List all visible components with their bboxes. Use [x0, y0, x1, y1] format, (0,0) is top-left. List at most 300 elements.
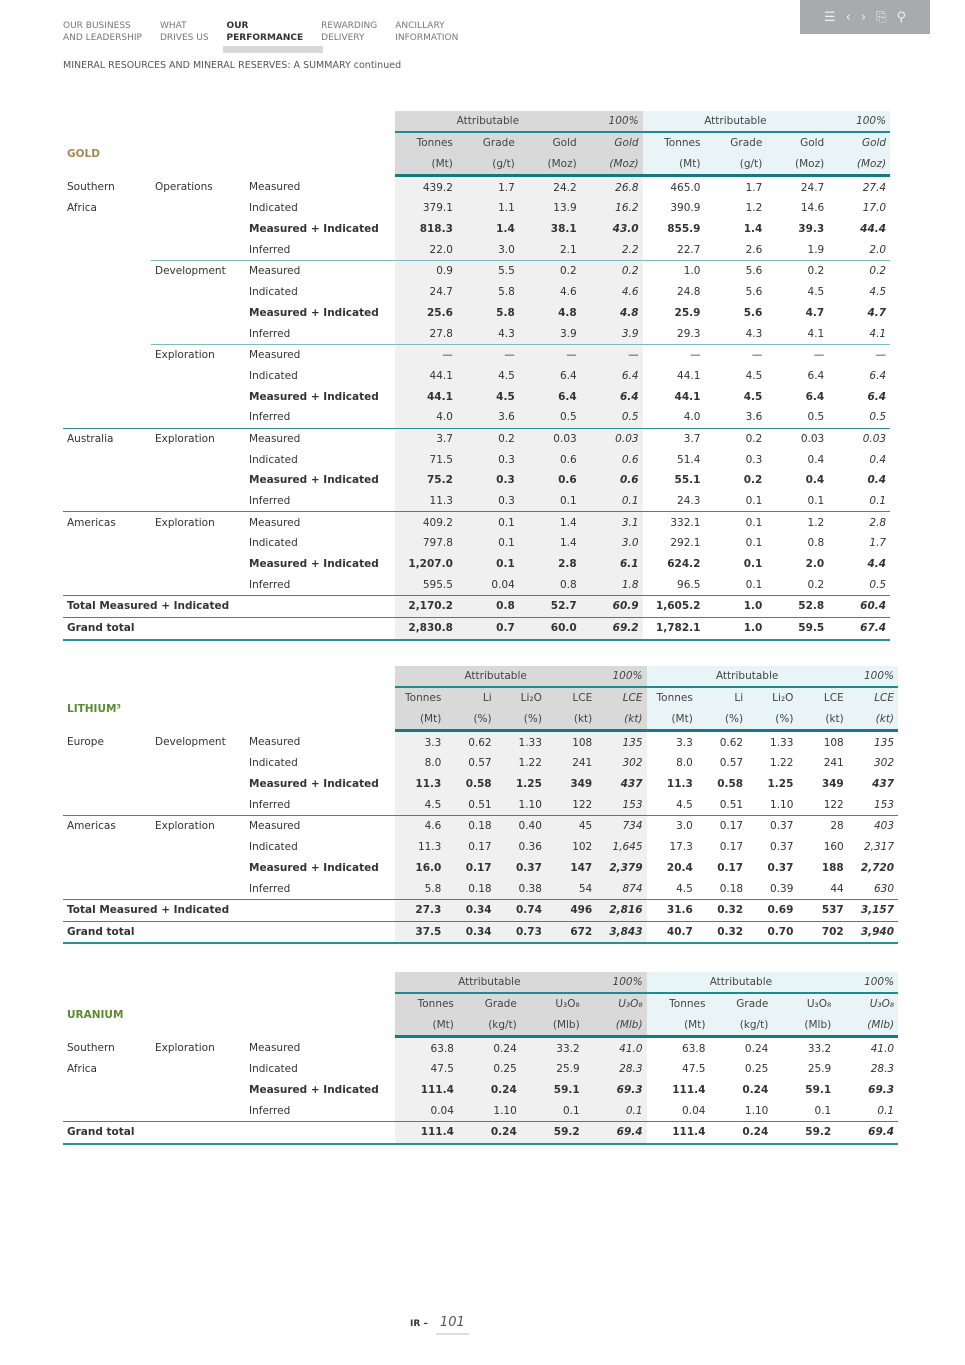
value-cell: 0.2	[457, 428, 519, 449]
value-cell: 302	[596, 753, 646, 774]
value-cell: 0.1	[521, 1100, 584, 1121]
value-cell: 63.8	[682, 1042, 706, 1055]
value-cell: 16.2	[581, 198, 643, 219]
value-cell: 28.3	[870, 1063, 895, 1076]
region-label: Europe	[67, 735, 104, 748]
value-cell: 0.1	[745, 578, 763, 591]
table-row	[63, 239, 890, 260]
column-header: (Moz)	[519, 154, 581, 176]
value-cell: 0.1	[743, 558, 763, 571]
classification-label: Indicated	[249, 757, 298, 770]
region-label	[63, 219, 151, 240]
menu-icon[interactable]: ☰	[824, 9, 836, 25]
value-cell: 63.8	[395, 1037, 458, 1059]
classification-label: Measured	[249, 180, 301, 193]
nav-item[interactable]: WHAT DRIVES US	[159, 21, 209, 43]
blank	[63, 972, 395, 993]
value-cell: 8.0	[676, 757, 693, 770]
value-cell: 11.3	[395, 774, 445, 795]
column-header: Tonnes	[395, 687, 445, 709]
column-header: (Mt)	[647, 1015, 710, 1037]
value-cell: 672	[546, 921, 596, 943]
column-header: (g/t)	[704, 154, 766, 176]
category-label	[151, 774, 245, 795]
value-cell: 241	[823, 757, 844, 770]
value-cell: 4.1	[869, 327, 887, 340]
value-cell: 52.8	[766, 596, 828, 618]
value-cell: 0.3	[745, 453, 763, 466]
column-header: (kt)	[546, 709, 596, 731]
value-cell: —	[704, 344, 766, 365]
value-cell: —	[519, 344, 581, 365]
classification-label: Inferred	[249, 882, 291, 895]
value-cell: 0.03	[828, 428, 890, 449]
value-cell: 0.37	[770, 841, 794, 854]
search-icon[interactable]: ⚲	[896, 9, 906, 25]
value-cell: 2.8	[828, 512, 890, 533]
region-label	[63, 470, 151, 491]
classification-label: Measured	[249, 1041, 301, 1054]
export-icon[interactable]: ⎘	[876, 9, 887, 25]
table-row	[63, 176, 890, 198]
value-cell: 188	[821, 861, 844, 874]
category-label	[151, 303, 245, 324]
value-cell: 4.4	[867, 558, 887, 571]
value-cell: 0.51	[445, 794, 495, 815]
category-label: Exploration	[155, 1041, 215, 1054]
classification-label: Inferred	[249, 578, 291, 591]
nav-item[interactable]: OUR BUSINESS AND LEADERSHIP	[63, 21, 142, 43]
blank	[63, 666, 395, 687]
value-cell: 75.2	[395, 470, 457, 491]
value-cell: 59.1	[805, 1084, 832, 1097]
value-cell: 69.4	[584, 1122, 647, 1144]
value-cell: 0.1	[704, 512, 766, 533]
column-header: Tonnes	[395, 132, 457, 154]
value-cell: 67.4	[828, 617, 890, 639]
category-label	[151, 753, 245, 774]
value-cell: 1.7	[869, 537, 887, 550]
value-cell: 3.6	[457, 407, 519, 428]
value-cell: 4.8	[581, 303, 643, 324]
classification-label: Inferred	[249, 243, 291, 256]
value-cell: 3,157	[848, 899, 898, 921]
value-cell: 0.34	[445, 921, 495, 943]
value-cell: 11.3	[395, 837, 445, 858]
value-cell: 44	[830, 882, 844, 895]
value-cell: 135	[596, 731, 646, 753]
classification-label: Indicated	[249, 286, 298, 299]
value-cell: 1.4	[519, 512, 581, 533]
category-label	[151, 837, 245, 858]
value-cell: 122	[546, 794, 596, 815]
region-label	[63, 239, 151, 260]
category-label: Exploration	[151, 816, 245, 837]
value-cell: 44.1	[674, 390, 701, 403]
value-cell: 71.5	[395, 449, 457, 470]
value-cell: 0.2	[828, 261, 890, 282]
value-cell: 0.4	[867, 474, 887, 487]
value-cell: 0.1	[807, 495, 825, 508]
value-cell: 0.36	[496, 837, 546, 858]
column-header: (g/t)	[457, 154, 519, 176]
column-header: (%)	[445, 709, 495, 731]
value-cell: 69.4	[835, 1122, 898, 1144]
value-cell: 409.2	[395, 512, 457, 533]
region-label: Africa	[67, 202, 97, 215]
value-cell: 8.0	[395, 753, 445, 774]
value-cell: 25.6	[395, 303, 457, 324]
nav-item[interactable]: REWARDING DELIVERY	[321, 21, 378, 43]
top-nav	[63, 20, 476, 44]
nav-item[interactable]: ANCILLARY INFORMATION	[395, 21, 459, 43]
category-label	[151, 282, 245, 303]
value-cell: 2.0	[869, 243, 887, 256]
value-cell: 0.2	[743, 474, 763, 487]
value-cell: 1,782.1	[643, 617, 705, 639]
region-label	[63, 449, 151, 470]
header-attributable: Attributable	[395, 972, 584, 993]
value-cell: 3.0	[647, 816, 697, 837]
gold-table	[63, 111, 890, 641]
value-cell: 0.39	[770, 882, 794, 895]
value-cell: 1.0	[704, 596, 766, 618]
value-cell: 0.40	[496, 816, 546, 837]
table-row	[63, 533, 890, 554]
value-cell: 5.5	[457, 261, 519, 282]
region-label	[63, 491, 151, 512]
value-cell: 24.2	[519, 176, 581, 198]
column-header: Gold	[766, 132, 828, 154]
table-row	[63, 366, 890, 387]
value-cell: 25.9	[521, 1059, 584, 1080]
value-cell: 0.1	[745, 537, 763, 550]
chevron-left-icon[interactable]: ‹	[845, 9, 851, 25]
value-cell: —	[766, 344, 828, 365]
region-label	[63, 858, 151, 879]
column-header: Grade	[709, 993, 772, 1015]
value-cell: 2,170.2	[395, 596, 457, 618]
value-cell: 0.2	[519, 261, 581, 282]
value-cell: 818.3	[395, 219, 457, 240]
value-cell: 0.1	[814, 1104, 832, 1117]
value-cell: 0.69	[747, 899, 797, 921]
header-attributable: Attributable	[647, 972, 836, 993]
value-cell: 4.3	[457, 323, 519, 344]
value-cell: 0.1	[457, 512, 519, 533]
value-cell: 0.18	[719, 882, 744, 895]
value-cell: 24.3	[677, 495, 701, 508]
value-cell: 0.32	[697, 921, 747, 943]
category-label	[151, 219, 245, 240]
classification-label: Measured + Indicated	[249, 390, 379, 403]
column-header: LCE	[797, 687, 847, 709]
value-cell: 96.5	[677, 578, 701, 591]
value-cell: 3,940	[848, 921, 898, 943]
table-title: LITHIUM³	[67, 702, 122, 715]
value-cell: 0.1	[457, 533, 519, 554]
table-row	[63, 1122, 898, 1144]
value-cell: 11.3	[395, 491, 457, 512]
value-cell: 0.37	[496, 858, 546, 879]
column-header: Tonnes	[643, 132, 705, 154]
table-row	[63, 794, 898, 815]
classification-label: Indicated	[249, 1063, 298, 1076]
value-cell: 0.74	[496, 899, 546, 921]
header-100pct: 100%	[835, 972, 898, 993]
region-label	[63, 303, 151, 324]
value-cell: —	[581, 344, 643, 365]
column-header: (Mt)	[647, 709, 697, 731]
value-cell: 0.24	[742, 1084, 769, 1097]
value-cell: 0.4	[869, 453, 887, 466]
value-cell: 0.1	[869, 495, 887, 508]
category-label	[151, 449, 245, 470]
value-cell: 6.4	[805, 390, 825, 403]
row-label: Grand total	[63, 617, 395, 639]
value-cell: 0.58	[445, 774, 495, 795]
value-cell: 3.1	[581, 512, 643, 533]
value-cell: 60.0	[519, 617, 581, 639]
value-cell: 3,843	[596, 921, 646, 943]
value-cell: 0.3	[457, 449, 519, 470]
value-cell: 630	[873, 882, 895, 895]
value-cell: 595.5	[395, 574, 457, 595]
value-cell: 379.1	[395, 198, 457, 219]
value-cell: 111.4	[672, 1084, 706, 1097]
value-cell: 0.25	[744, 1063, 769, 1076]
row-label: Grand total	[63, 1122, 395, 1144]
region-label	[63, 1080, 151, 1101]
value-cell: 13.9	[519, 198, 581, 219]
value-cell: 2,816	[596, 899, 646, 921]
category-label	[151, 407, 245, 428]
table-row	[63, 1059, 898, 1080]
category-label	[151, 554, 245, 575]
value-cell: 0.2	[581, 261, 643, 282]
value-cell: 3.9	[581, 323, 643, 344]
column-header: (Mt)	[395, 709, 445, 731]
value-cell: 28.3	[584, 1059, 647, 1080]
value-cell: 44.1	[677, 369, 701, 382]
value-cell: 4.5	[743, 390, 763, 403]
value-cell: 69.3	[868, 1084, 895, 1097]
value-cell: 4.7	[867, 306, 887, 319]
value-cell: 0.04	[457, 574, 519, 595]
table-row	[63, 261, 890, 282]
value-cell: —	[395, 344, 457, 365]
column-header: (Moz)	[828, 154, 890, 176]
value-cell: 3.9	[519, 323, 581, 344]
classification-label: Measured	[245, 428, 395, 449]
value-cell: 22.0	[395, 239, 457, 260]
table-row	[63, 753, 898, 774]
value-cell: 135	[873, 736, 895, 749]
region-label	[63, 407, 151, 428]
value-cell: 17.0	[862, 202, 887, 215]
value-cell: 28	[797, 816, 847, 837]
table-row	[63, 878, 898, 899]
value-cell: 0.5	[869, 411, 887, 424]
region-label: Africa	[67, 1063, 97, 1076]
value-cell: 2,830.8	[395, 617, 457, 639]
column-header: (Mlb)	[835, 1015, 898, 1037]
section-subtitle: MINERAL RESOURCES AND MINERAL RESERVES: A SUMMARY continued	[63, 60, 402, 71]
nav-item[interactable]: OUR PERFORMANCE	[226, 21, 304, 43]
value-cell: 3.0	[457, 239, 519, 260]
value-cell: 26.8	[581, 176, 643, 198]
column-header: (Mt)	[395, 154, 457, 176]
value-cell: 0.2	[704, 428, 766, 449]
classification-label: Inferred	[249, 1104, 291, 1117]
value-cell: 855.9	[667, 223, 701, 236]
region-label	[63, 323, 151, 344]
region-label: Southern	[67, 1041, 115, 1054]
row-label: Total Measured + Indicated	[63, 596, 395, 618]
value-cell: 1.1	[457, 198, 519, 219]
value-cell: 0.03	[519, 428, 581, 449]
classification-label: Measured + Indicated	[249, 861, 379, 874]
value-cell: 2.2	[581, 239, 643, 260]
classification-label: Measured + Indicated	[249, 1084, 379, 1097]
value-cell: 403	[848, 816, 898, 837]
classification-label: Inferred	[249, 327, 291, 340]
region-label	[63, 344, 151, 365]
value-cell: 1,645	[596, 837, 646, 858]
value-cell: 0.24	[458, 1080, 521, 1101]
value-cell: 38.1	[519, 219, 581, 240]
value-cell: 4.5	[457, 366, 519, 387]
value-cell: 2.8	[519, 554, 581, 575]
column-header: U₃O₈	[521, 993, 584, 1015]
value-cell: 44.1	[395, 366, 457, 387]
value-cell: 1.0	[643, 261, 705, 282]
category-label	[151, 878, 245, 899]
category-label: Development	[151, 261, 245, 282]
column-header: U₃O₈	[772, 993, 835, 1015]
classification-label: Measured + Indicated	[249, 778, 379, 791]
value-cell: 1.4	[743, 223, 763, 236]
value-cell: 111.4	[395, 1122, 458, 1144]
table-row	[63, 344, 890, 365]
value-cell: 0.17	[717, 861, 744, 874]
classification-label: Measured + Indicated	[249, 558, 379, 571]
value-cell: 160	[823, 841, 844, 854]
region-label: Americas	[63, 512, 151, 533]
value-cell: 0.1	[519, 491, 581, 512]
value-cell: 6.4	[519, 386, 581, 407]
category-label	[151, 198, 245, 219]
value-cell: 44.1	[395, 386, 457, 407]
value-cell: 4.5	[395, 794, 445, 815]
value-cell: 0.1	[584, 1100, 647, 1121]
category-label	[151, 794, 245, 815]
classification-label: Indicated	[249, 453, 298, 466]
value-cell: 0.04	[395, 1100, 458, 1121]
value-cell: 33.2	[807, 1042, 832, 1055]
category-label	[151, 858, 245, 879]
table-row	[63, 512, 890, 533]
value-cell: 5.6	[704, 261, 766, 282]
region-label	[63, 794, 151, 815]
value-cell: 108	[823, 736, 844, 749]
value-cell: 0.1	[457, 554, 519, 575]
value-cell: 147	[546, 858, 596, 879]
table-row	[63, 386, 890, 407]
column-header: Tonnes	[647, 993, 710, 1015]
column-header: Li₂O	[747, 687, 797, 709]
value-cell: 59.5	[766, 617, 828, 639]
value-cell: 51.4	[677, 453, 701, 466]
column-header: (kt)	[848, 709, 898, 731]
region-label: Australia	[63, 428, 151, 449]
category-label: Operations	[155, 180, 213, 193]
value-cell: 292.1	[670, 537, 701, 550]
table-title: GOLD	[67, 147, 100, 160]
row-label: Grand total	[63, 921, 395, 943]
value-cell: 0.5	[807, 411, 825, 424]
value-cell: 0.8	[519, 574, 581, 595]
column-header: (Mlb)	[772, 1015, 835, 1037]
value-cell: 1.8	[581, 574, 643, 595]
value-cell: 241	[546, 753, 596, 774]
value-cell: 465.0	[670, 181, 701, 194]
value-cell: 734	[596, 816, 646, 837]
value-cell: 3.6	[745, 411, 763, 424]
value-cell: 27.4	[862, 181, 887, 194]
value-cell: 0.18	[445, 878, 495, 899]
value-cell: 0.2	[766, 261, 828, 282]
value-cell: 797.8	[395, 533, 457, 554]
category-label	[151, 386, 245, 407]
table-row	[63, 323, 890, 344]
value-cell: 4.5	[745, 369, 763, 382]
table-row	[63, 596, 890, 618]
footer-prefix: IR –	[410, 1319, 428, 1329]
chevron-right-icon[interactable]: ›	[860, 9, 867, 25]
classification-label: Indicated	[249, 202, 298, 215]
table-row	[63, 1100, 898, 1121]
value-cell: 0.4	[807, 453, 825, 466]
classification-label: Indicated	[249, 537, 298, 550]
value-cell: 45	[546, 816, 596, 837]
value-cell: 25.9	[807, 1063, 832, 1076]
category-label: Exploration	[151, 428, 245, 449]
blank	[63, 111, 395, 132]
column-header: (kt)	[797, 709, 847, 731]
value-cell: 59.2	[521, 1122, 584, 1144]
region-label: Americas	[63, 816, 151, 837]
page-footer	[410, 1315, 469, 1330]
value-cell: 0.3	[457, 491, 519, 512]
table-row	[63, 554, 890, 575]
column-header: U₃O₈	[835, 993, 898, 1015]
value-cell: 54	[546, 878, 596, 899]
header-100pct: 100%	[584, 972, 647, 993]
value-cell: 40.7	[647, 921, 697, 943]
value-cell: 0.73	[496, 921, 546, 943]
classification-label: Measured	[245, 816, 395, 837]
value-cell: 0.34	[445, 899, 495, 921]
category-label	[151, 1100, 245, 1121]
value-cell: 41.0	[584, 1037, 647, 1059]
category-label	[151, 1059, 245, 1080]
value-cell: 4.8	[519, 303, 581, 324]
category-label	[151, 323, 245, 344]
value-cell: 0.18	[445, 816, 495, 837]
value-cell: 0.62	[719, 736, 744, 749]
value-cell: 111.4	[395, 1080, 458, 1101]
